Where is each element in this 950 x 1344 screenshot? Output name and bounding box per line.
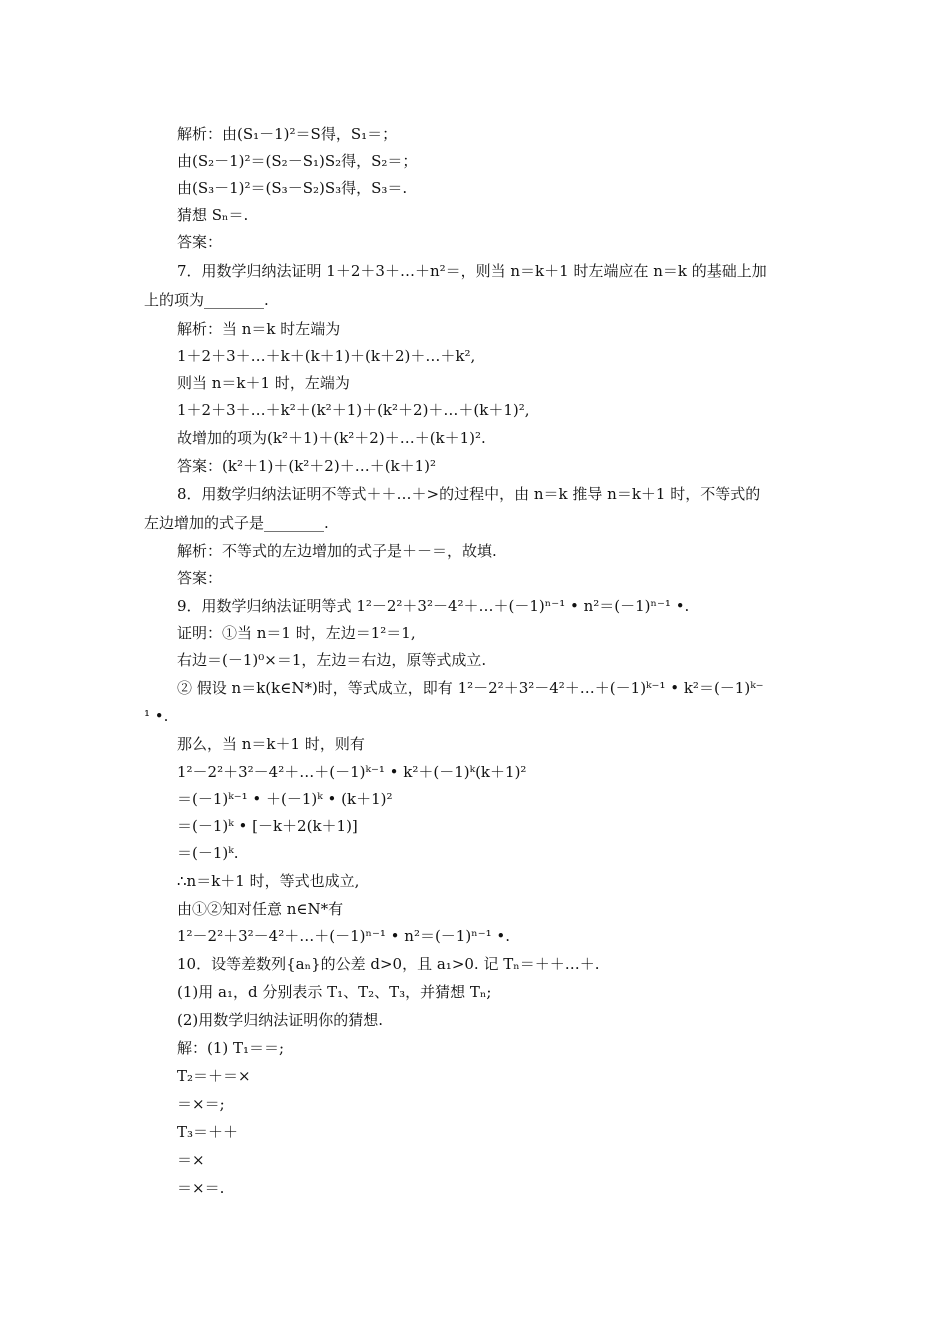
text-line: ¹ •. [144,707,169,725]
text-line: 答案： [177,233,223,251]
text-line: ② 假设 n＝k(k∈N*)时，等式成立，即有 1²－2²＋3²－4²＋…＋(－1)ᵏ⁻¹ • k²＝(－1)ᵏ⁻ [177,679,764,697]
question-9: 9．用数学归纳法证明等式 1²－2²＋3²－4²＋…＋(－1)ⁿ⁻¹ • n²＝(－1)ⁿ⁻¹ •. [177,597,690,615]
text-line: 由①②知对任意 n∈N*有 [177,900,344,918]
text-line: 证明：①当 n＝1 时，左边＝1²＝1, [177,624,416,642]
text-line: 答案： [177,569,223,587]
text-line: ＝(－1)ᵏ. [177,844,239,862]
text-line: 那么，当 n＝k＋1 时，则有 [177,735,365,753]
text-line: ＝×＝. [177,1179,225,1197]
text-line: 1²－2²＋3²－4²＋…＋(－1)ᵏ⁻¹ • k²＋(－1)ᵏ(k＋1)² [177,763,527,781]
text-line: (2)用数学归纳法证明你的猜想. [177,1011,384,1029]
question-7: 7．用数学归纳法证明 1＋2＋3＋…＋n²＝，则当 n＝k＋1 时左端应在 n＝k 的基础上加 [177,262,767,280]
text-line: 由(S₂－1)²＝(S₂－S₁)S₂得，S₂＝； [177,152,418,170]
text-line: (1)用 a₁，d 分别表示 T₁、T₂、T₃，并猜想 Tₙ; [177,983,492,1001]
text-line: 上的项为________. [144,291,269,309]
text-line: ＝×＝; [177,1095,225,1113]
text-line: 右边＝(－1)⁰×＝1，左边＝右边，原等式成立. [177,651,487,669]
text-line: 1＋2＋3＋…＋k＋(k＋1)＋(k＋2)＋…＋k², [177,347,476,365]
text-line: T₂＝＋＝× [177,1067,251,1085]
text-line: 则当 n＝k＋1 时，左端为 [177,374,350,392]
text-line: 左边增加的式子是________. [144,514,329,532]
text-line: ∴n＝k＋1 时，等式也成立, [177,872,360,890]
question-10: 10．设等差数列{aₙ}的公差 d>0，且 a₁>0. 记 Tₙ＝＋＋…＋. [177,955,600,973]
text-line: 故增加的项为(k²＋1)＋(k²＋2)＋…＋(k＋1)². [177,429,486,447]
text-line: 解析：不等式的左边增加的式子是＋－＝，故填. [177,542,497,560]
text-line: 解：(1) T₁＝＝; [177,1039,285,1057]
text-line: 1＋2＋3＋…＋k²＋(k²＋1)＋(k²＋2)＋…＋(k＋1)², [177,401,530,419]
text-line: ＝× [177,1151,205,1169]
text-line: 由(S₃－1)²＝(S₃－S₂)S₃得，S₃＝. [177,179,408,197]
text-line: ＝(－1)ᵏ • [－k＋2(k＋1)] [177,817,358,835]
text-line: 解析：当 n＝k 时左端为 [177,320,341,338]
question-8: 8．用数学归纳法证明不等式＋＋…＋>的过程中，由 n＝k 推导 n＝k＋1 时，不等式的 [177,485,761,503]
text-line: T₃＝＋＋ [177,1123,239,1141]
text-line: ＝(－1)ᵏ⁻¹ • ＋(－1)ᵏ • (k＋1)² [177,790,393,808]
text-line: 猜想 Sₙ＝. [177,206,249,224]
text-line: 解析：由(S₁－1)²＝S得，S₁＝； [177,125,398,143]
text-line: 答案：(k²＋1)＋(k²＋2)＋…＋(k＋1)² [177,457,437,475]
text-line: 1²－2²＋3²－4²＋…＋(－1)ⁿ⁻¹ • n²＝(－1)ⁿ⁻¹ •. [177,927,511,945]
